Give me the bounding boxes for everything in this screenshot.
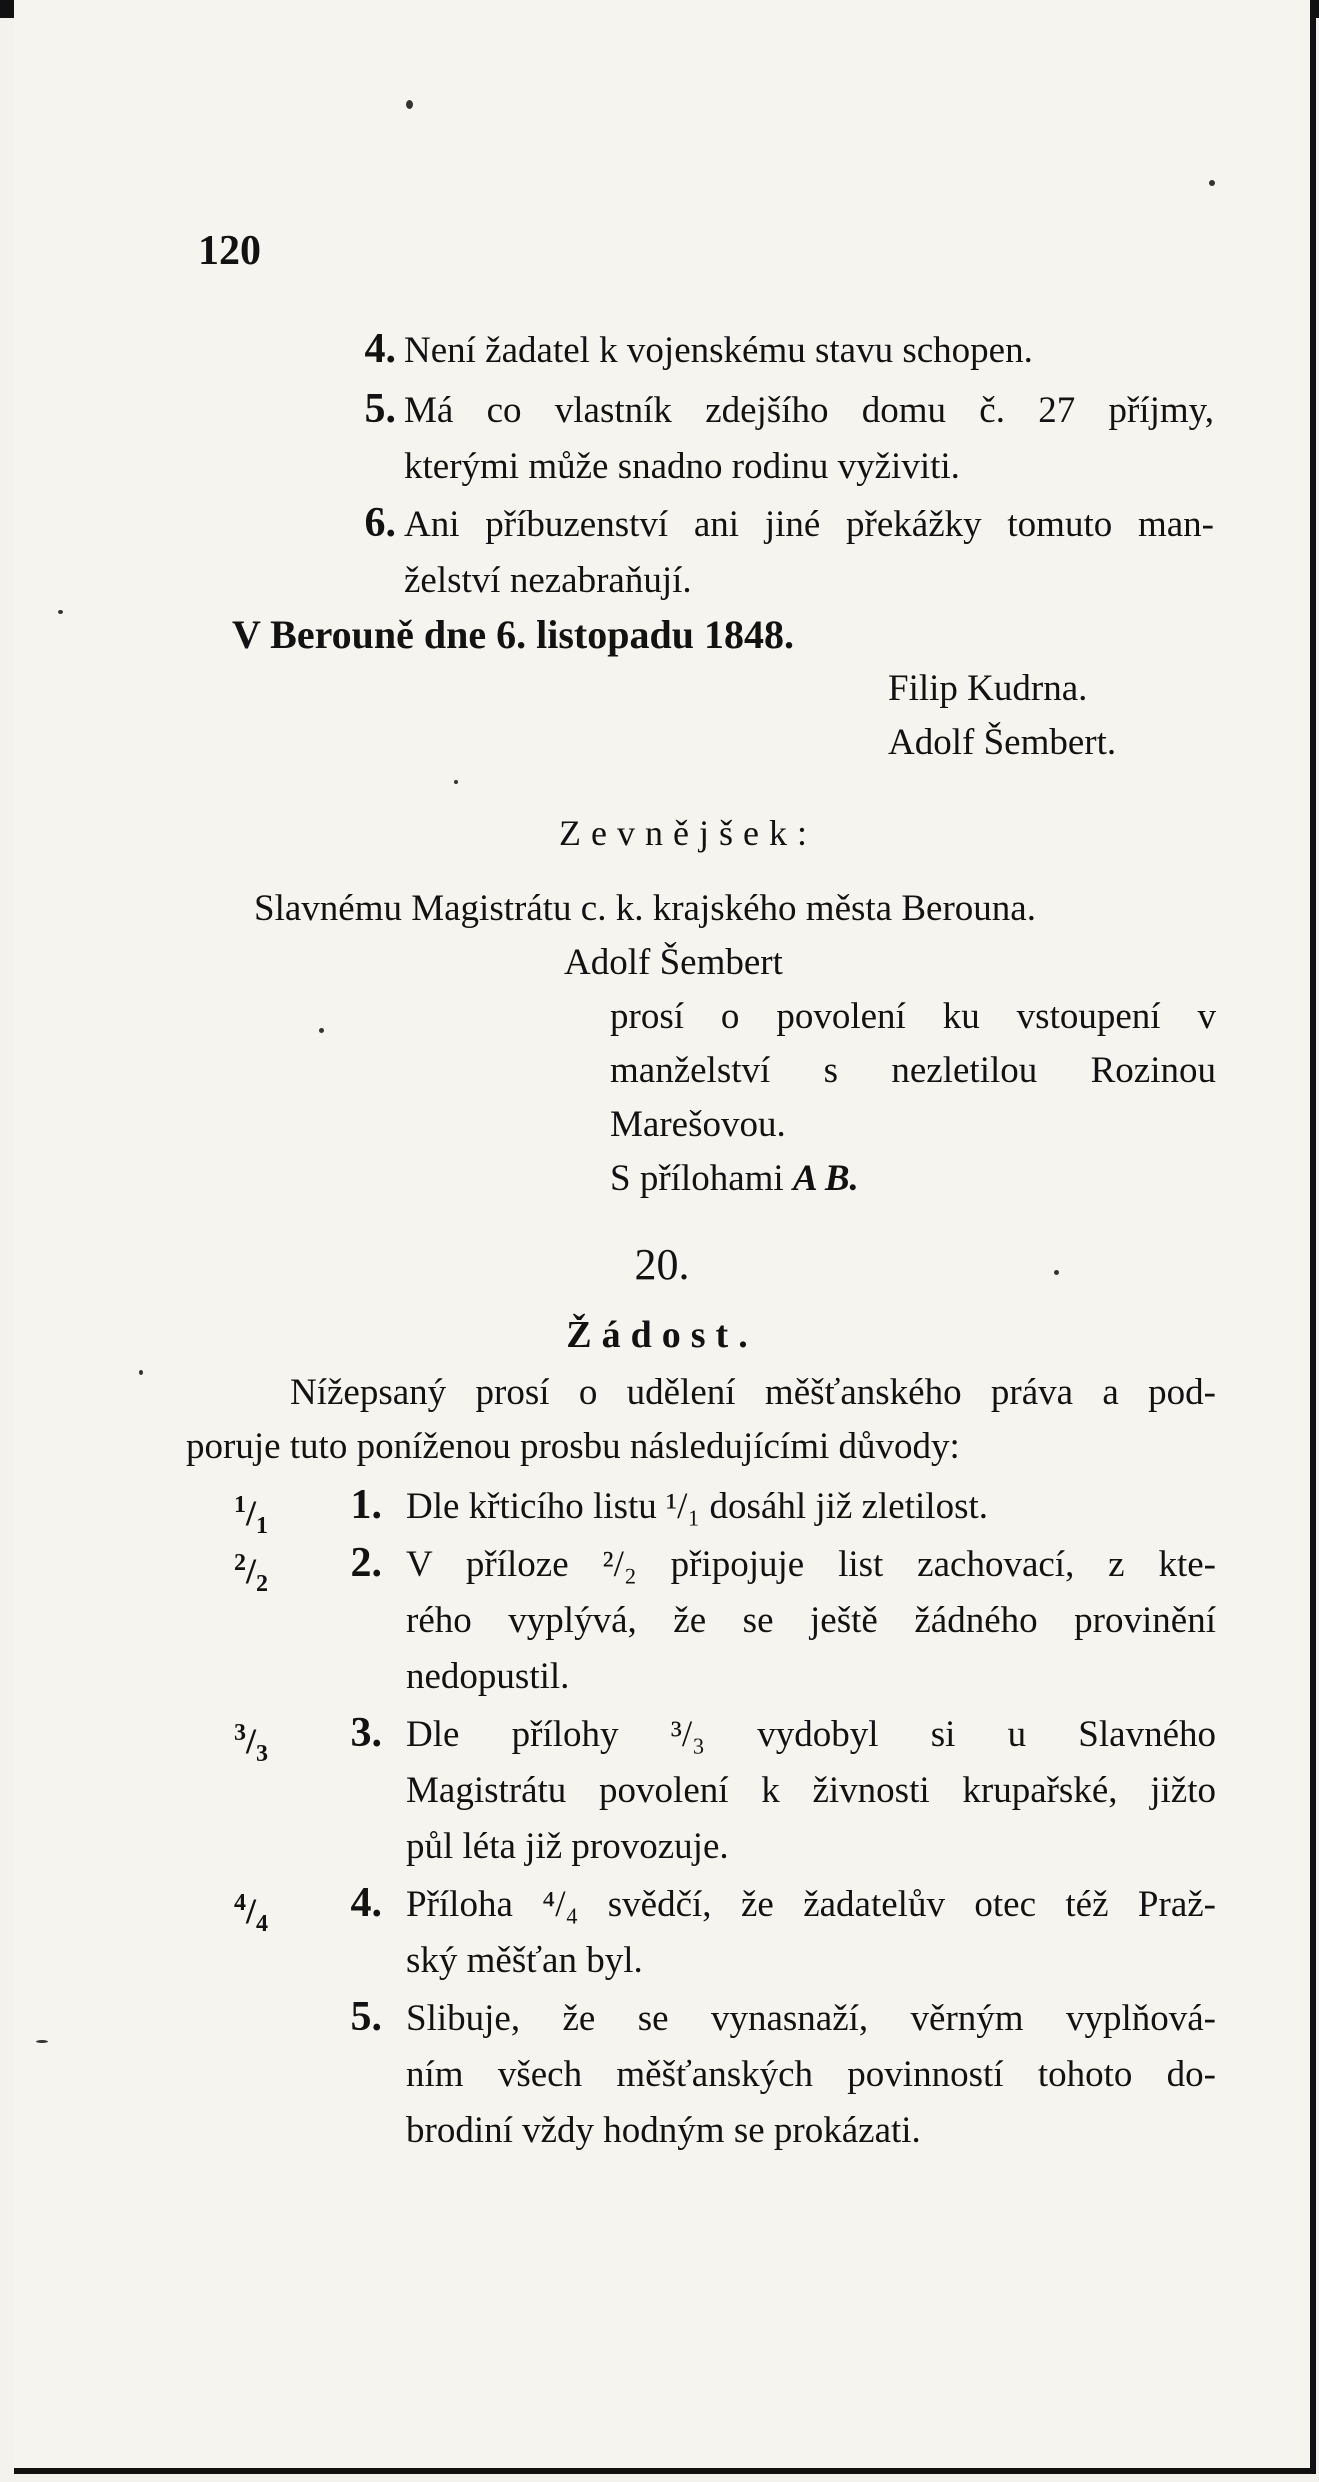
list-item-text: půl léta již provozuje. xyxy=(406,1826,729,1867)
list-item-number: 4. xyxy=(350,1880,382,1926)
list-item-text: Dle křticího listu ¹/₁ dosáhl již zletilost. xyxy=(406,1486,988,1527)
margin-fraction: $^4/_4$ xyxy=(234,1890,269,1938)
attachments-line xyxy=(610,1154,859,1204)
signature-1: Filip Kudrna. xyxy=(888,668,1088,709)
list-item-number: 5. xyxy=(350,1994,382,2040)
attachments-label: S přílohami xyxy=(610,1158,784,1199)
exterior-text: manželství s nezletilou Rozinou xyxy=(610,1050,1216,1091)
list-item-number: 6. xyxy=(364,500,396,546)
list-item-text: Slibuje, že se vynasnaží, věrným vyplňová- xyxy=(406,1998,1216,2039)
date-line: V Berouně dne 6. listopadu 1848. xyxy=(232,612,794,657)
margin-fraction: $^3/_3$ xyxy=(234,1720,269,1768)
list-item-text: ním všech měšťanských povinností tohoto do- xyxy=(406,2054,1216,2095)
exterior-heading: Zevnějšek: xyxy=(559,813,817,853)
margin-fraction: $^1/_1$ xyxy=(234,1492,269,1540)
list-item-number: 4. xyxy=(364,326,396,372)
list-item-text: Má co vlastník zdejšího domu č. 27 příjmy, xyxy=(404,390,1214,431)
exterior-text: prosí o povolení ku vstoupení v xyxy=(610,996,1216,1037)
list-item-text: Dle přílohy ³/₃ vydobyl si u Slavného xyxy=(406,1714,1216,1755)
book-page xyxy=(14,0,1316,2474)
list-item-text: V příloze ²/₂ připojuje list zachovací, z kte- xyxy=(406,1544,1216,1585)
page-number: 120 xyxy=(198,228,261,274)
list-item-text: ský měšťan byl. xyxy=(406,1940,643,1981)
list-item-text: želství nezabraňují. xyxy=(404,560,692,601)
scan-speck xyxy=(36,2040,48,2043)
list-item-text: nedopustil. xyxy=(406,1656,570,1697)
margin-fraction: $^2/_2$ xyxy=(234,1550,269,1598)
scan-speck xyxy=(1209,180,1215,186)
list-item-number: 3. xyxy=(350,1710,382,1756)
list-item-text: Příloha ⁴/₄ svědčí, že žadatelův otec též Praž- xyxy=(406,1884,1216,1925)
sender-name: Adolf Šembert xyxy=(564,942,783,983)
list-item-text: Není žadatel k vojenskému stavu schopen. xyxy=(404,330,1033,371)
section-title: Žádost. xyxy=(566,1314,758,1356)
exterior-text: Marešovou. xyxy=(610,1104,786,1145)
list-item-text: Magistrátu povolení k živnosti krupařské, jižto xyxy=(406,1770,1216,1811)
list-item-text: Ani příbuzenství ani jiné překážky tomuto man- xyxy=(404,504,1214,545)
scan-speck xyxy=(58,610,63,614)
section-number: 20. xyxy=(634,1240,690,1289)
signature-2: Adolf Šembert. xyxy=(888,722,1117,763)
list-item-number: 5. xyxy=(364,386,396,432)
addressee: Slavnému Magistrátu c. k. krajského města Berouna. xyxy=(254,888,1036,929)
list-item-text: brodiní vždy hodným se prokázati. xyxy=(406,2110,921,2151)
intro-text: poruje tuto poníženou prosbu následujícími důvody: xyxy=(186,1426,960,1467)
list-item-text: rého vyplývá, že se ještě žádného provinění xyxy=(406,1600,1216,1641)
list-item-text: kterými může snadno rodinu vyživiti. xyxy=(404,446,960,487)
scan-speck xyxy=(139,1370,143,1375)
intro-text: Nížepsaný prosí o udělení měšťanského práva a pod- xyxy=(290,1372,1216,1413)
scan-speck xyxy=(454,780,458,784)
list-item-number: 1. xyxy=(350,1482,382,1528)
scan-speck xyxy=(319,1028,324,1033)
attachments-letters: A B. xyxy=(792,1158,859,1199)
scan-speck xyxy=(406,100,413,109)
list-item-number: 2. xyxy=(350,1540,382,1586)
